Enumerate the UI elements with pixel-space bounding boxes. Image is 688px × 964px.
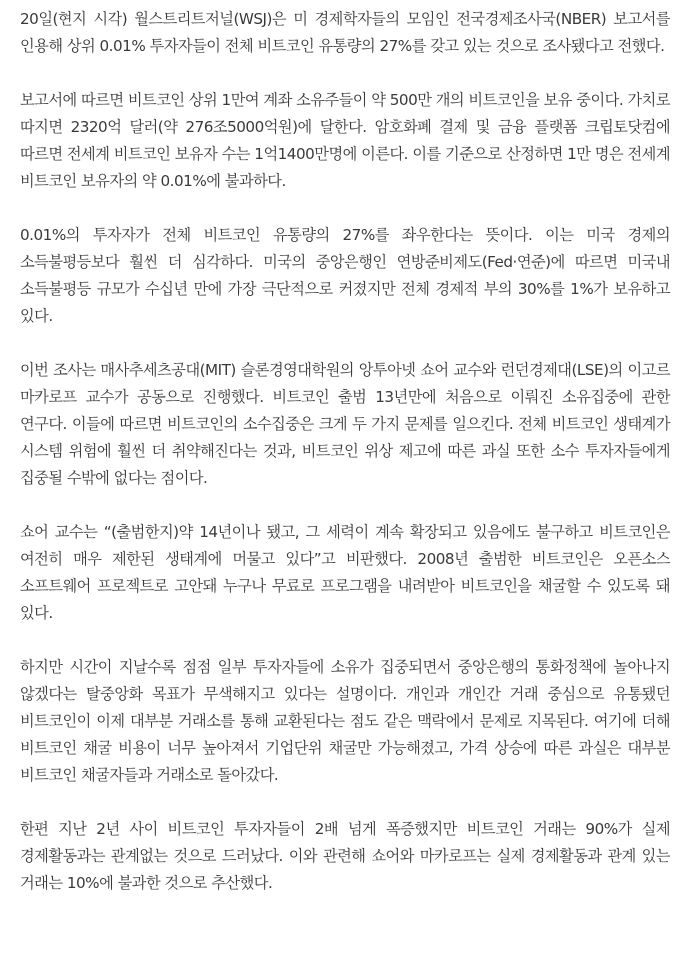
paragraph-1: 20일(현지 시각) 월스트리트저널(WSJ)은 미 경제학자들의 모임인 전국경제조사국(NBER) 보고서를 인용해 상위 0.01% 투자자들이 전체 비트코인 유통량의 27%를 갖고 있는 것으로 조사됐다고 전했다. [20,10,670,55]
paragraph-2: 보고서에 따르면 비트코인 상위 1만여 계좌 소유주들이 약 500만 개의 비트코인을 보유 중이다. 가치로 따지면 2320억 달러(약 276조5000억원)에 달한다. 암호화폐 결제 및 금융 플랫폼 크립토닷컴에 따르면 전세계 비트코인 보유자 수는 1억1400만명에 이른다. 이를 기준으로 산정하면 1만 명은 전세계 비트코인 보유자의 약 0.01%에 불과하다. [20,91,670,190]
paragraph-3: 0.01%의 투자자가 전체 비트코인 유통량의 27%를 좌우한다는 뜻이다. 이는 미국 경제의 소득불평등보다 훨씬 더 심각하다. 미국의 중앙은행인 연방준비제도(Fed·연준)에 따르면 미국내 소득불평등 규모가 수십년 만에 가장 극단적으로 커졌지만 전체 경제적 부의 30%를 1%가 보유하고 있다. [20,226,670,325]
paragraph-5: 쇼어 교수는 “(출범한지)약 14년이나 됐고, 그 세력이 계속 확장되고 있음에도 불구하고 비트코인은 여전히 매우 제한된 생태계에 머물고 있다”고 비판했다. 2008년 출범한 비트코인은 오픈소스 소프트웨어 프로젝트로 고안돼 누구나 무료로 프로그램을 내려받아 비트코인을 채굴할 수 있도록 돼 있다. [20,523,670,622]
paragraph-7: 한편 지난 2년 사이 비트코인 투자자들이 2배 넘게 폭증했지만 비트코인 거래는 90%가 실제 경제활동과는 관계없는 것으로 드러났다. 이와 관련해 쇼어와 마카로프는 실제 경제활동과 관계 있는 거래는 10%에 불과한 것으로 추산했다. [20,820,670,892]
paragraph-6: 하지만 시간이 지날수록 점점 일부 투자자들에 소유가 집중되면서 중앙은행의 통화정책에 놀아나지 않겠다는 탈중앙화 목표가 무색해지고 있다는 설명이다. 개인과 개인간 거래 중심으로 유통됐던 비트코인이 이제 대부분 거래소를 통해 교환된다는 점도 같은 맥락에서 문제로 지목된다. 여기에 더해 비트코인 채굴 비용이 너무 높아져서 기업단위 채굴만 가능해졌고, 가격 상승에 따른 과실은 대부분 비트코인 채굴자들과 거래소로 돌아갔다. [20,658,670,784]
paragraph-4: 이번 조사는 매사추세츠공대(MIT) 슬론경영대학원의 앙투아넷 쇼어 교수와 런던경제대(LSE)의 이고르 마카로프 교수가 공동으로 진행했다. 비트코인 출범 13년만에 처음으로 이뤄진 소유집중에 관한 연구다. 이들에 따르면 비트코인의 소수집중은 크게 두 가지 문제를 일으킨다. 전체 비트코인 생태계가 시스템 위험에 훨씬 더 취약해진다는 것과, 비트코인 위상 제고에 따른 과실 또한 소수 투자자들에게 집중될 수밖에 없다는 점이다. [20,361,670,487]
article-body [20,6,670,897]
